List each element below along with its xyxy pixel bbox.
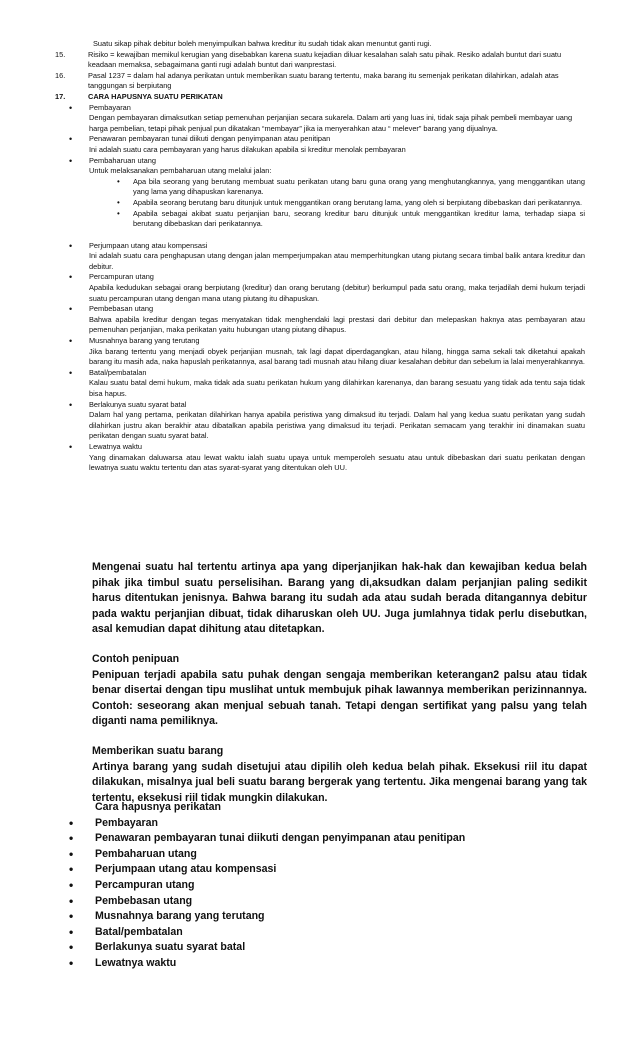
item-title: Pembebasan utang — [89, 304, 154, 314]
item-desc: Bahwa apabila kreditur dengan tegas menyatakan tidak menghendaki lagi prestasi dari debitur dan melepaskan haknya atas pembayaran atau pemenuhan perjanjian, maka perikatan yaitu hubungan utang piutang dihapus. — [89, 314, 585, 335]
list-item: • Musnahnya barang yang terutang — [69, 909, 265, 924]
list-item: • Pembayaran — [69, 815, 159, 830]
bullet-icon: • — [69, 940, 74, 955]
item-number: 16. — [55, 70, 66, 80]
item-desc: Yang dinamakan daluwarsa atau lewat waktu ialah suatu upaya untuk memperoleh sesuatu atau untuk dibebaskan dari suatu perikatan dengan lewatnya suatu waktu tertentu dan atas syarat-syarat yang ditentukan oleh UU. — [89, 452, 585, 473]
item-desc: Untuk melaksanakan pembaharuan utang melalui jalan: — [89, 166, 272, 176]
sub-item — [117, 177, 585, 198]
list-item-kompensasi — [69, 241, 585, 273]
item-title: Batal/pembatalan — [89, 367, 147, 377]
top-section — [55, 39, 585, 474]
list-item-pembebasan — [69, 304, 585, 336]
item-title: Berlakunya suatu syarat batal — [89, 399, 187, 409]
bullet-icon: • — [117, 176, 120, 186]
sub-item-text: Apabila sebagai akibat suatu perjanjian baru, seorang kreditur baru ditunjuk untuk menggantikan kreditur lama, terhadap siapa si berutang dibebaskan dari perikatannya. — [133, 208, 585, 229]
list-item: • Pembebasan utang — [69, 893, 193, 908]
bullet-icon: • — [69, 367, 73, 378]
bullet-icon: • — [69, 909, 74, 924]
bullet-icon: • — [69, 102, 73, 113]
bullet-icon: • — [69, 336, 73, 347]
list-item: • Pembaharuan utang — [69, 846, 197, 861]
list-item: • Percampuran utang — [69, 877, 195, 892]
item-desc: Ini adalah suatu cara pembayaran yang harus dilakukan apabila si kreditur menolak pembayaran — [89, 144, 406, 154]
bullet-icon: • — [69, 815, 74, 830]
memberikan-barang-text: Artinya barang yang sudah disetujui atau dipilih oleh kedua belah pihak. Eksekusi riil itu dapat dilakukan, misalnya jual beli suatu barang bergerak yang tertentu. Jika mengenai barang yang tak tertentu, eksekusi riil tidak mungkin dilakukan. — [92, 760, 587, 804]
cara-hapusnya-section — [69, 800, 589, 972]
bullet-icon: • — [117, 208, 120, 218]
numbered-item-16 — [55, 71, 585, 92]
list-item: • Lewatnya waktu — [69, 955, 177, 970]
bullet-icon: • — [117, 197, 120, 207]
sub-item-text: Apa bila seorang yang berutang membuat suatu perikatan utang baru guna orang yang menghutangkannya, yang menggantikan utang yang lama yang dihapuskan karenanya. — [133, 176, 585, 197]
sub-item — [117, 209, 585, 230]
cara-hapusnya-list — [69, 816, 589, 972]
bullet-icon: • — [69, 955, 74, 970]
item-text: Risiko = kewajiban memikul kerugian yang disebabkan karena suatu kejadian diluar kesalahan salah satu pihak. Resiko adalah buntut dari suatu keadaan memaksa, sebagaimana ganti rugi adalah buntut dari wanprestasi. — [88, 49, 562, 70]
paragraph-suatu-hal-tertentu: Mengenai suatu hal tertentu artinya apa yang diperjanjikan hak-hak dan kewajiban kedua belah pihak jika timbul suatu perselisihan. Barang yang di,aksudkan dalam perjanjian paling sedikit harus ditentukan jenisnya. Bahwa barang itu sudah ada atau sudah berada ditangannya debitur pada waktu perjanjian dibuat, tidak diharuskan oleh UU. Juga jumlahnya tidak perlu disebutkan, asal kemudian dapat dihitung atau ditetapkan. — [92, 561, 587, 636]
bullet-icon: • — [69, 877, 74, 892]
list-item-penawaran — [69, 134, 585, 155]
bullet-icon: • — [69, 831, 74, 846]
list-item-musnahnya — [69, 336, 585, 368]
bold-section — [92, 560, 587, 806]
item-desc: Jika barang tertentu yang menjadi obyek perjanjian musnah, tak lagi dapat diperdagangkan, atau hilang, hingga sama sekali tak diketahui apakah barang itu masih ada, naka hapuslah perikatannya, asal barang tadi musnah atau hilang diuar kesalahan debitur dan sebelum ia lalai menyerahkannya. — [89, 346, 585, 367]
section-heading-17 — [55, 92, 585, 103]
item-title: Penawaran pembayaran tunai diikuti dengan penyimpanan atau penitipan — [89, 134, 331, 144]
item-title: Pembaharuan utang — [89, 155, 156, 165]
item-desc: Dalam hal yang pertama, perikatan dilahirkan hanya apabila peristiwa yang dimaksud itu terjadi. Dalam hal yang kedua suatu perikatan yang sudah dilahirkan justru akan berakhir atau dibatalkan apabila peristiwa yang dimaksud itu terjadi. Perikatan semacam yang terakhir ini dinamakan suatu perikatan dengan suatu syarat batal. — [89, 410, 585, 441]
bullet-icon: • — [69, 399, 73, 410]
cara-hapusnya-title: Cara hapusnya perikatan — [95, 801, 221, 813]
item-text: Pasal 1237 = dalam hal adanya perikatan untuk memberikan suatu barang tertentu, maka barang itu semenjak perikatan dilahirkan, adalah atas tanggungan si berpiutang — [88, 70, 559, 91]
bullet-icon: • — [69, 272, 73, 283]
item-desc: Ini adalah suatu cara penghapusan utang dengan jalan memperjumpakan atau memperhitungkan utang piutang secara timbal balik antara kreditur dan debitur. — [89, 251, 585, 271]
list-item-syarat-batal — [69, 400, 585, 442]
list-item-lewatnya-waktu — [69, 442, 585, 474]
list-item-pembayaran — [69, 103, 585, 135]
numbered-item-15 — [55, 50, 585, 71]
item-title: Pembayaran — [89, 102, 131, 112]
bullet-icon: • — [69, 862, 74, 877]
list-item: • Berlakunya suatu syarat batal — [69, 940, 246, 955]
item-number: 15. — [55, 49, 66, 59]
list-item-percampuran — [69, 272, 585, 304]
contoh-penipuan-title: Contoh penipuan — [92, 652, 180, 665]
memberikan-barang-title: Memberikan suatu barang — [92, 744, 224, 757]
item-desc: Kalau suatu batal demi hukum, maka tidak ada suatu perikatan hukum yang dilahirkan karenanya, dan barang sesuatu yang tidak ada tentu saja tidak bisa hapus. — [89, 378, 585, 398]
list-item: • Penawaran pembayaran tunai diikuti dengan penyimpanan atau penitipan — [69, 831, 466, 846]
item-title: Percampuran utang — [89, 272, 154, 282]
section-heading: CARA HAPUSNYA SUATU PERIKATAN — [88, 91, 223, 101]
bullet-icon: • — [69, 304, 73, 315]
list-item-pembaharuan — [69, 156, 585, 230]
bullet-icon: • — [69, 240, 73, 251]
list-item: • Perjumpaan utang atau kompensasi — [69, 862, 277, 877]
item-desc: Dengan pembayaran dimaksutkan setiap pemenuhan perjanjian secara sukarela. Dalam arti yang luas ini, tidak saja pihak pembeli membayar uang harga pembelian, tetapi pihak penjual pun dikatakan “membayar” jika ia menyerahkan atau “ melever” barang yang dijualnya. — [89, 113, 573, 133]
list-item-batal — [69, 368, 585, 400]
item-title: Lewatnya waktu — [89, 441, 142, 451]
sub-item-text: Apabila seorang berutang baru ditunjuk untuk menggantikan orang berutang lama, yang oleh si berpiutang dibebaskan dari perikatannya. — [133, 197, 583, 207]
item-number: 17. — [55, 91, 66, 101]
item-desc: Apabila kedudukan sebagai orang berpiutang (kreditur) dan orang berutang (debitur) berkumpul pada satu orang, maka terjadilah demi hukum terjadi suatu percampuran utang dengan mana utang piutang itu dihapuskan. — [89, 283, 585, 303]
list-item: • Batal/pembatalan — [69, 924, 183, 939]
intro-line: Suatu sikap pihak debitur boleh menyimpulkan bahwa kreditur itu sudah tidak akan menuntut ganti rugi. — [93, 39, 432, 48]
bullet-icon: • — [69, 134, 73, 145]
item-title: Musnahnya barang yang terutang — [89, 336, 200, 346]
bullet-icon: • — [69, 893, 74, 908]
bullet-icon: • — [69, 155, 73, 166]
item-title: Perjumpaan utang atau kompensasi — [89, 240, 208, 250]
bullet-icon: • — [69, 924, 74, 939]
bullet-icon: • — [69, 441, 73, 452]
contoh-penipuan-text: Penipuan terjadi apabila satu puhak dengan sengaja memberikan keterangan2 palsu atau tidak benar disertai dengan tipu muslihat untuk membujuk pihak lawannya memberikan perizinnannya. Contoh: seseorang akan menjual sebuah tanah. Tetapi dengan sertifikat yang palsu yang telah diganti nama pemiliknya. — [92, 668, 587, 728]
bullet-icon: • — [69, 846, 74, 861]
sub-item — [117, 198, 585, 209]
